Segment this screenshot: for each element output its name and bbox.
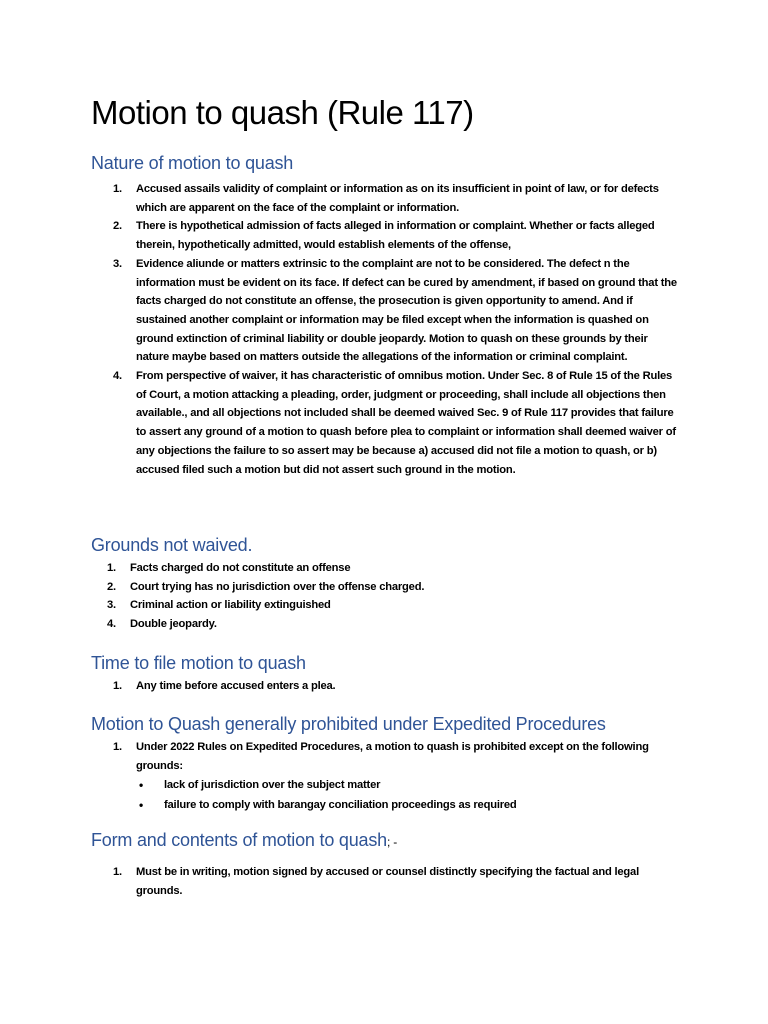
heading-form-and-contents: Form and contents of motion to quash; -	[91, 830, 398, 850]
bullet-item: • lack of jurisdiction over the subject matter	[136, 775, 656, 795]
list-item: 4. From perspective of waiver, it has characteristic of omnibus motion. Under Sec. 8 of Rule 15 of the Rules of Court, a motion attacking a pleading, order, judgment or proceeding, shall include all objections then available., and all objections not included shall be deemed waived Sec. 9 of Rule 117 provides that failure to assert any ground of a motion to quash before plea to complaint or information shall deemed waiver of any objections the failure to so assert may be because a) accused did not file a motion to quash, or b) accused filed such a motion but did not assert such ground in the motion.	[113, 370, 676, 476]
bullet-icon: •	[139, 778, 144, 793]
list-item: 1. Under 2022 Rules on Expedited Procedures, a motion to quash is prohibited except on the following grounds: • lack of jurisdiction over the subject matter • failure to comply with barangay conciliation proceedings as required	[136, 738, 656, 815]
list-item: 4. Double jeopardy.	[107, 618, 217, 631]
heading-expedited-procedures: Motion to Quash generally prohibited under Expedited Procedures	[91, 714, 606, 734]
list-item: 2. Court trying has no jurisdiction over the offense charged.	[107, 580, 425, 593]
list-nature	[113, 180, 681, 479]
list-item: 1. Facts charged do not constitute an offense	[107, 562, 351, 574]
heading-time-to-file: Time to file motion to quash	[91, 653, 306, 673]
heading-suffix: ; -	[386, 835, 398, 849]
list-expedited	[113, 738, 656, 815]
heading-grounds-not-waived: Grounds not waived.	[91, 535, 253, 555]
list-item: 1. Any time before accused enters a plea.	[113, 680, 336, 692]
list-item: 3. Criminal action or liability extinguished	[107, 599, 331, 612]
bullet-item: • failure to comply with barangay conciliation proceedings as required	[136, 795, 656, 815]
list-item: 3. Evidence aliunde or matters extrinsic to the complaint are not to be considered. The defect n the information must be evident on its face. If defect can be cured by amendment, if based on ground that the facts charged do not constitute an offense, the prosecution is given opportunity to amend. And if sustained another complaint or information may be filed except when the information is quashed on ground extinction of criminal liability or double jeopardy. Motion to quash on these grounds by their nature maybe based on matters outside the allegations of the information or criminal complaint.	[113, 257, 677, 364]
list-item: 1. Accused assails validity of complaint or information as on its insufficient in point of law, or for defects which are apparent on the face of the complaint or information.	[113, 183, 659, 214]
bullet-icon: •	[139, 798, 144, 813]
list-grounds	[107, 559, 675, 634]
list-item: 2. There is hypothetical admission of facts alleged in information or complaint. Whether or facts alleged therein, hypothetically admitted, would establish elements of the offense,	[113, 220, 655, 252]
list-form	[113, 863, 681, 900]
list-time	[113, 677, 681, 696]
heading-nature: Nature of motion to quash	[91, 153, 294, 173]
list-item: 1. Must be in writing, motion signed by accused or counsel distinctly specifying the factual and legal grounds.	[113, 866, 639, 897]
bullet-list	[136, 775, 656, 815]
page-title: Motion to quash (Rule 117)	[91, 94, 474, 131]
